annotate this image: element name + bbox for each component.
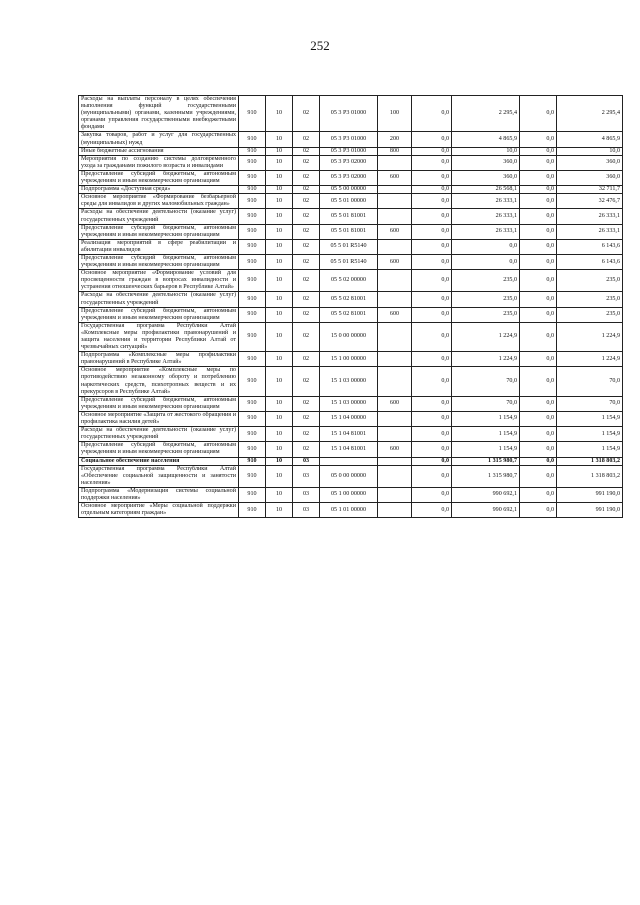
amount-cell: 0,0 — [412, 132, 452, 147]
subsection-code: 02 — [293, 170, 320, 185]
target-article-code: 05 3 Р3 01000 — [320, 96, 378, 132]
target-article-code: 05 1 00 00000 — [320, 487, 378, 502]
table-row — [79, 209, 623, 224]
amount-cell: 0,0 — [520, 442, 557, 457]
amount-cell: 1 224,9 — [557, 322, 623, 351]
amount-cell: 1 154,9 — [452, 442, 520, 457]
table-row — [79, 427, 623, 442]
table-row — [79, 170, 623, 185]
amount-cell: 0,0 — [520, 411, 557, 426]
page-number: 252 — [310, 38, 330, 53]
section-code: 10 — [266, 254, 293, 269]
amount-cell: 235,0 — [452, 270, 520, 292]
row-description: Мероприятия по созданию системы долговременного ухода за гражданами пожилого возраста и инвалидами — [79, 155, 239, 170]
amount-cell: 0,0 — [412, 209, 452, 224]
amount-cell: 0,0 — [412, 254, 452, 269]
row-description: Государственная программа Республики Алтай «Комплексные меры профилактики правонарушений и защита населения и территории Республики Алтай от чрезвычайных ситуаций» — [79, 322, 239, 351]
amount-cell: 0,0 — [520, 186, 557, 194]
ministry-code: 910 — [239, 503, 266, 518]
amount-cell: 0,0 — [412, 147, 452, 155]
table-row — [79, 155, 623, 170]
section-code: 10 — [266, 147, 293, 155]
amount-cell: 0,0 — [452, 254, 520, 269]
subsection-code: 02 — [293, 322, 320, 351]
amount-cell: 1 318 803,2 — [557, 457, 623, 465]
amount-cell: 0,0 — [412, 155, 452, 170]
expense-type-code — [378, 186, 412, 194]
subsection-code: 02 — [293, 396, 320, 411]
target-article-code: 05 3 Р3 01000 — [320, 132, 378, 147]
amount-cell: 1 154,9 — [452, 427, 520, 442]
target-article-code: 05 5 01 81001 — [320, 209, 378, 224]
amount-cell: 6 143,6 — [557, 254, 623, 269]
amount-cell: 0,0 — [520, 487, 557, 502]
amount-cell: 26 568,1 — [452, 186, 520, 194]
target-article-code: 15 0 00 00000 — [320, 322, 378, 351]
target-article-code: 15 1 04 81001 — [320, 427, 378, 442]
subsection-code: 02 — [293, 186, 320, 194]
ministry-code: 910 — [239, 442, 266, 457]
amount-cell: 360,0 — [557, 155, 623, 170]
section-code: 10 — [266, 170, 293, 185]
subsection-code: 02 — [293, 292, 320, 307]
amount-cell: 70,0 — [557, 396, 623, 411]
expense-type-code: 600 — [378, 170, 412, 185]
ministry-code: 910 — [239, 209, 266, 224]
amount-cell: 0,0 — [412, 96, 452, 132]
row-description: Предоставление субсидий бюджетным, автономным учреждениям и иным некоммерческим организациям — [79, 254, 239, 269]
amount-cell: 26 333,1 — [452, 194, 520, 209]
amount-cell: 1 224,9 — [557, 352, 623, 367]
table-row — [79, 411, 623, 426]
expense-type-code — [378, 322, 412, 351]
amount-cell: 1 224,9 — [452, 322, 520, 351]
amount-cell: 0,0 — [412, 503, 452, 518]
amount-cell: 0,0 — [412, 465, 452, 487]
expense-type-code — [378, 487, 412, 502]
expense-type-code — [378, 427, 412, 442]
ministry-code: 910 — [239, 224, 266, 239]
amount-cell: 235,0 — [557, 307, 623, 322]
subsection-code: 02 — [293, 254, 320, 269]
amount-cell: 0,0 — [520, 270, 557, 292]
subsection-code: 03 — [293, 503, 320, 518]
amount-cell: 0,0 — [520, 254, 557, 269]
amount-cell: 991 190,0 — [557, 503, 623, 518]
section-code: 10 — [266, 224, 293, 239]
expense-type-code: 800 — [378, 147, 412, 155]
section-code: 10 — [266, 503, 293, 518]
amount-cell: 0,0 — [412, 170, 452, 185]
amount-cell: 0,0 — [412, 367, 452, 396]
row-description: Подпрограмма «Доступная среда» — [79, 186, 239, 194]
target-article-code: 05 5 02 81001 — [320, 292, 378, 307]
amount-cell: 0,0 — [412, 270, 452, 292]
amount-cell: 0,0 — [520, 367, 557, 396]
amount-cell: 0,0 — [412, 224, 452, 239]
amount-cell: 0,0 — [520, 465, 557, 487]
table-row — [79, 442, 623, 457]
amount-cell: 6 143,6 — [557, 239, 623, 254]
row-description: Основное мероприятие «Защита от жестокого обращения и профилактика насилия детей» — [79, 411, 239, 426]
expense-type-code — [378, 352, 412, 367]
target-article-code — [320, 457, 378, 465]
amount-cell: 360,0 — [452, 155, 520, 170]
section-code: 10 — [266, 270, 293, 292]
amount-cell: 26 333,1 — [557, 209, 623, 224]
amount-cell: 0,0 — [520, 292, 557, 307]
row-description: Предоставление субсидий бюджетным, автономным учреждениям и иным некоммерческим организациям — [79, 170, 239, 185]
amount-cell: 1 315 980,7 — [452, 457, 520, 465]
table-row — [79, 147, 623, 155]
row-description: Предоставление субсидий бюджетным, автономным учреждениям и иным некоммерческим организациям — [79, 442, 239, 457]
ministry-code: 910 — [239, 132, 266, 147]
expense-type-code — [378, 270, 412, 292]
amount-cell: 1 154,9 — [452, 411, 520, 426]
amount-cell: 235,0 — [452, 292, 520, 307]
section-code: 10 — [266, 155, 293, 170]
expense-type-code — [378, 239, 412, 254]
expense-type-code — [378, 155, 412, 170]
ministry-code: 910 — [239, 186, 266, 194]
amount-cell: 0,0 — [520, 170, 557, 185]
amount-cell: 2 295,4 — [557, 96, 623, 132]
amount-cell: 26 333,1 — [452, 209, 520, 224]
amount-cell: 0,0 — [520, 224, 557, 239]
amount-cell: 1 154,9 — [557, 442, 623, 457]
amount-cell: 360,0 — [452, 170, 520, 185]
target-article-code: 05 3 Р3 01000 — [320, 147, 378, 155]
amount-cell: 32 711,7 — [557, 186, 623, 194]
section-code: 10 — [266, 442, 293, 457]
ministry-code: 910 — [239, 487, 266, 502]
amount-cell: 26 333,1 — [557, 224, 623, 239]
table-row — [79, 307, 623, 322]
row-description: Основное мероприятие «Формирование условий для просвещенности граждан в вопросах инвалидности и устранения отношенческих барьеров в Республике Алтай» — [79, 270, 239, 292]
ministry-code: 910 — [239, 322, 266, 351]
row-description: Основное мероприятие «Формирование безбарьерной среды для инвалидов и других маломобильных граждан» — [79, 194, 239, 209]
section-code: 10 — [266, 194, 293, 209]
expense-type-code: 600 — [378, 307, 412, 322]
amount-cell: 0,0 — [520, 132, 557, 147]
amount-cell: 235,0 — [557, 292, 623, 307]
amount-cell: 1 315 980,7 — [452, 465, 520, 487]
table-row — [79, 503, 623, 518]
row-description: Расходы на выплаты персоналу в целях обеспечения выполнения функций государственными (муниципальными) органами, казенными учреждениями, органами управления государственными внебюджетными фондами — [79, 96, 239, 132]
amount-cell: 0,0 — [520, 427, 557, 442]
section-code: 10 — [266, 487, 293, 502]
ministry-code: 910 — [239, 465, 266, 487]
subsection-code: 02 — [293, 427, 320, 442]
subsection-code: 02 — [293, 307, 320, 322]
ministry-code: 910 — [239, 170, 266, 185]
ministry-code: 910 — [239, 155, 266, 170]
row-description: Расходы на обеспечение деятельности (оказание услуг) государственных учреждений — [79, 209, 239, 224]
amount-cell: 0,0 — [412, 352, 452, 367]
section-code: 10 — [266, 209, 293, 224]
row-description: Закупка товаров, работ и услуг для государственных (муниципальных) нужд — [79, 132, 239, 147]
amount-cell: 32 476,7 — [557, 194, 623, 209]
target-article-code: 05 3 Р3 02000 — [320, 170, 378, 185]
amount-cell: 0,0 — [412, 307, 452, 322]
expense-type-code — [378, 209, 412, 224]
amount-cell: 991 190,0 — [557, 487, 623, 502]
subsection-code: 02 — [293, 367, 320, 396]
expense-type-code: 600 — [378, 396, 412, 411]
amount-cell: 1 224,9 — [452, 352, 520, 367]
expense-type-code: 200 — [378, 132, 412, 147]
target-article-code: 15 1 04 00000 — [320, 411, 378, 426]
subsection-code: 02 — [293, 352, 320, 367]
target-article-code: 05 5 01 81001 — [320, 224, 378, 239]
amount-cell: 0,0 — [412, 194, 452, 209]
expense-type-code: 600 — [378, 254, 412, 269]
row-description: Предоставление субсидий бюджетным, автономным учреждениям и иным некоммерческим организациям — [79, 224, 239, 239]
amount-cell: 360,0 — [557, 170, 623, 185]
table-row — [79, 270, 623, 292]
table-row — [79, 96, 623, 132]
ministry-code: 910 — [239, 411, 266, 426]
row-description: Реализация мероприятий в сфере реабилитации и абилитации инвалидов — [79, 239, 239, 254]
target-article-code: 15 1 04 81001 — [320, 442, 378, 457]
ministry-code: 910 — [239, 307, 266, 322]
target-article-code: 15 1 03 00000 — [320, 367, 378, 396]
ministry-code: 910 — [239, 367, 266, 396]
row-description: Подпрограмма «Комплексные меры профилактики правонарушений в Республике Алтай» — [79, 352, 239, 367]
amount-cell: 0,0 — [412, 292, 452, 307]
table-row — [79, 465, 623, 487]
expense-type-code: 600 — [378, 224, 412, 239]
section-code: 10 — [266, 96, 293, 132]
ministry-code: 910 — [239, 96, 266, 132]
amount-cell: 10,0 — [557, 147, 623, 155]
amount-cell: 0,0 — [412, 457, 452, 465]
subsection-code: 02 — [293, 96, 320, 132]
table-row — [79, 352, 623, 367]
table-row — [79, 396, 623, 411]
amount-cell: 990 692,1 — [452, 503, 520, 518]
table-row — [79, 224, 623, 239]
target-article-code: 05 0 00 00000 — [320, 465, 378, 487]
subsection-code: 02 — [293, 224, 320, 239]
amount-cell: 70,0 — [557, 367, 623, 396]
section-code: 10 — [266, 367, 293, 396]
section-code: 10 — [266, 465, 293, 487]
ministry-code: 910 — [239, 194, 266, 209]
amount-cell: 2 295,4 — [452, 96, 520, 132]
amount-cell: 0,0 — [520, 155, 557, 170]
subsection-code: 02 — [293, 132, 320, 147]
amount-cell: 4 865,9 — [452, 132, 520, 147]
table-row — [79, 457, 623, 465]
subsection-code: 02 — [293, 442, 320, 457]
subsection-code: 03 — [293, 465, 320, 487]
amount-cell: 0,0 — [412, 411, 452, 426]
table-row — [79, 322, 623, 351]
amount-cell: 70,0 — [452, 367, 520, 396]
row-description: Основное мероприятие «Меры социальной поддержки отдельным категориям граждан» — [79, 503, 239, 518]
ministry-code: 910 — [239, 270, 266, 292]
amount-cell: 0,0 — [520, 307, 557, 322]
row-description: Расходы на обеспечение деятельности (оказание услуг) государственных учреждений — [79, 427, 239, 442]
expense-type-code — [378, 503, 412, 518]
amount-cell: 0,0 — [520, 352, 557, 367]
ministry-code: 910 — [239, 292, 266, 307]
expense-type-code: 100 — [378, 96, 412, 132]
table-row — [79, 194, 623, 209]
subsection-code: 03 — [293, 457, 320, 465]
expense-type-code: 600 — [378, 442, 412, 457]
target-article-code: 05 5 02 81001 — [320, 307, 378, 322]
ministry-code: 910 — [239, 352, 266, 367]
table-row — [79, 254, 623, 269]
table-row — [79, 186, 623, 194]
amount-cell: 0,0 — [520, 239, 557, 254]
row-description: Расходы на обеспечение деятельности (оказание услуг) государственных учреждений — [79, 292, 239, 307]
target-article-code: 05 5 01 R5140 — [320, 239, 378, 254]
subsection-code: 02 — [293, 209, 320, 224]
section-code: 10 — [266, 352, 293, 367]
row-description: Предоставление субсидий бюджетным, автономным учреждениям и иным некоммерческим организациям — [79, 396, 239, 411]
table-row — [79, 292, 623, 307]
section-code: 10 — [266, 307, 293, 322]
amount-cell: 26 333,1 — [452, 224, 520, 239]
section-code: 10 — [266, 411, 293, 426]
section-code: 10 — [266, 239, 293, 254]
target-article-code: 15 1 03 00000 — [320, 396, 378, 411]
section-code: 10 — [266, 322, 293, 351]
amount-cell: 0,0 — [520, 96, 557, 132]
subsection-code: 02 — [293, 411, 320, 426]
table-row — [79, 367, 623, 396]
amount-cell: 1 154,9 — [557, 411, 623, 426]
amount-cell: 0,0 — [520, 209, 557, 224]
row-description: Иные бюджетные ассигнования — [79, 147, 239, 155]
target-article-code: 05 1 01 00000 — [320, 503, 378, 518]
target-article-code: 05 5 02 00000 — [320, 270, 378, 292]
section-code: 10 — [266, 292, 293, 307]
section-code: 10 — [266, 427, 293, 442]
amount-cell: 0,0 — [412, 186, 452, 194]
table-row — [79, 132, 623, 147]
ministry-code: 910 — [239, 457, 266, 465]
row-description: Социальное обеспечение населения — [79, 457, 239, 465]
amount-cell: 0,0 — [520, 147, 557, 155]
section-code: 10 — [266, 186, 293, 194]
target-article-code: 05 5 01 00000 — [320, 194, 378, 209]
subsection-code: 03 — [293, 487, 320, 502]
amount-cell: 1 318 803,2 — [557, 465, 623, 487]
section-code: 10 — [266, 396, 293, 411]
amount-cell: 4 865,9 — [557, 132, 623, 147]
subsection-code: 02 — [293, 270, 320, 292]
amount-cell: 0,0 — [520, 396, 557, 411]
amount-cell: 0,0 — [520, 503, 557, 518]
ministry-code: 910 — [239, 427, 266, 442]
amount-cell: 0,0 — [520, 457, 557, 465]
row-description: Предоставление субсидий бюджетным, автономным учреждениям и иным некоммерческим организациям — [79, 307, 239, 322]
amount-cell: 235,0 — [557, 270, 623, 292]
row-description: Государственная программа Республики Алтай «Обеспечение социальной защищенности и занятости населения» — [79, 465, 239, 487]
amount-cell: 990 692,1 — [452, 487, 520, 502]
ministry-code: 910 — [239, 239, 266, 254]
amount-cell: 0,0 — [412, 487, 452, 502]
amount-cell: 0,0 — [412, 239, 452, 254]
ministry-code: 910 — [239, 254, 266, 269]
section-code: 10 — [266, 132, 293, 147]
target-article-code: 05 3 Р3 02000 — [320, 155, 378, 170]
amount-cell: 0,0 — [452, 239, 520, 254]
row-description: Подпрограмма «Модернизация системы социальной поддержки населения» — [79, 487, 239, 502]
subsection-code: 02 — [293, 194, 320, 209]
amount-cell: 0,0 — [412, 396, 452, 411]
amount-cell: 0,0 — [412, 427, 452, 442]
budget-table — [78, 95, 623, 518]
amount-cell: 70,0 — [452, 396, 520, 411]
subsection-code: 02 — [293, 147, 320, 155]
expense-type-code — [378, 457, 412, 465]
amount-cell: 0,0 — [520, 322, 557, 351]
amount-cell: 0,0 — [412, 322, 452, 351]
table-row — [79, 239, 623, 254]
ministry-code: 910 — [239, 147, 266, 155]
expense-type-code — [378, 411, 412, 426]
target-article-code: 15 1 00 00000 — [320, 352, 378, 367]
target-article-code: 05 5 00 00000 — [320, 186, 378, 194]
expense-type-code — [378, 194, 412, 209]
amount-cell: 0,0 — [412, 442, 452, 457]
amount-cell: 0,0 — [520, 194, 557, 209]
amount-cell: 1 154,9 — [557, 427, 623, 442]
expense-type-code — [378, 367, 412, 396]
expense-type-code — [378, 465, 412, 487]
expense-type-code — [378, 292, 412, 307]
subsection-code: 02 — [293, 155, 320, 170]
subsection-code: 02 — [293, 239, 320, 254]
ministry-code: 910 — [239, 396, 266, 411]
section-code: 10 — [266, 457, 293, 465]
row-description: Основное мероприятие «Комплексные меры по противодействию незаконному обороту и потреблению наркотических средств, психотропных веществ и их прекурсоров в Республике Алтай» — [79, 367, 239, 396]
target-article-code: 05 5 01 R5140 — [320, 254, 378, 269]
table-row — [79, 487, 623, 502]
amount-cell: 235,0 — [452, 307, 520, 322]
amount-cell: 10,0 — [452, 147, 520, 155]
